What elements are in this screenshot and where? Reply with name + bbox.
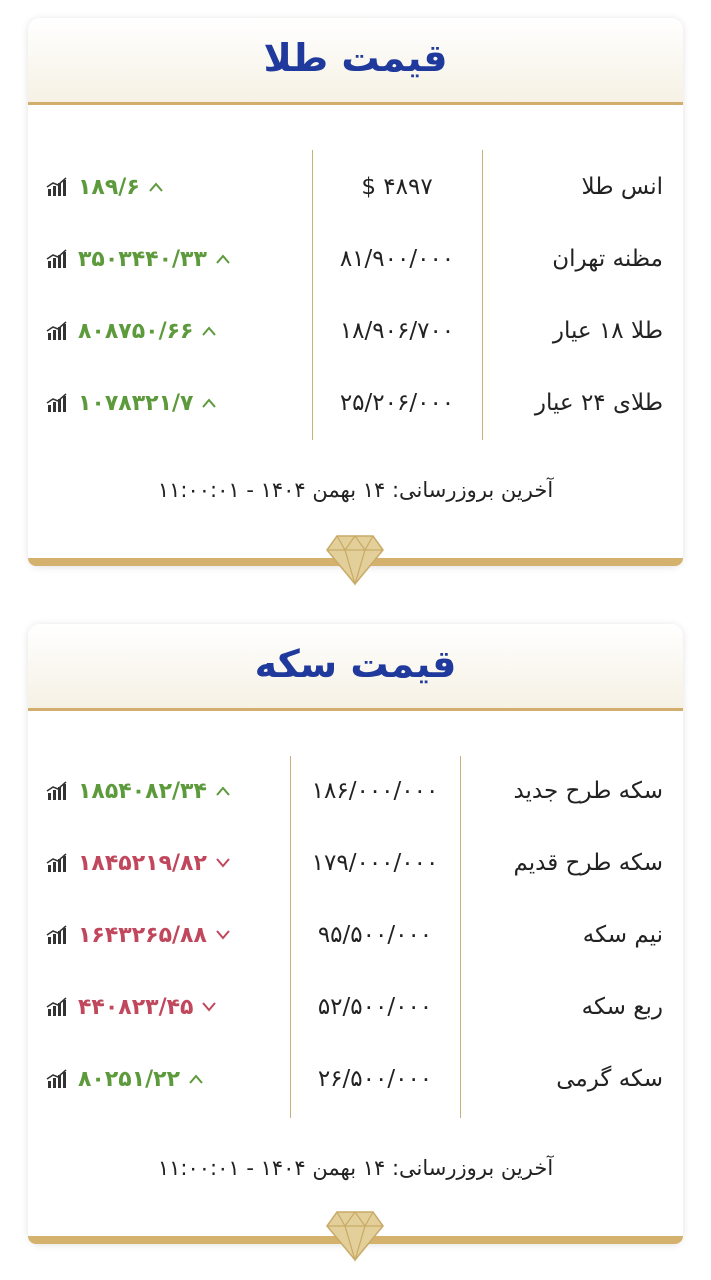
coin-card-title: قیمت سکه [254,642,457,686]
chevron-up-icon [215,785,231,797]
item-name: سکه طرح جدید [513,778,663,804]
chevron-up-icon [188,1073,204,1085]
coin-row-old-design[interactable] [28,838,683,888]
item-price: ۸۱/۹۰۰/۰۰۰ [339,246,455,272]
last-update-text: آخرین بروزرسانی: ۱۴ بهمن ۱۴۰۴ - ۱۱:۰۰:۰۱ [157,1156,554,1180]
coin-price-card [28,624,683,1244]
item-price: ۱۷۹/۰۰۰/۰۰۰ [311,850,439,876]
diamond-icon [325,1208,385,1262]
bar-chart-icon[interactable] [46,853,72,873]
item-change [46,766,231,816]
item-change [46,1054,204,1104]
item-change [46,234,231,284]
item-change [46,162,164,212]
item-price: ۵۲/۵۰۰/۰۰۰ [317,994,433,1020]
chevron-down-icon [215,857,231,869]
change-value: ۱۸۹/۶ [78,174,140,200]
chevron-down-icon [201,1001,217,1013]
item-price: ۱۸۶/۰۰۰/۰۰۰ [311,778,439,804]
change-value: ۱۸۴۵۲۱۹/۸۲ [78,850,207,876]
chevron-up-icon [201,325,217,337]
gold-card-header [28,18,683,105]
item-change [46,378,217,428]
coin-row-gram[interactable] [28,1054,683,1104]
item-change [46,838,231,888]
change-value: ۱۰۷۸۳۲۱/۷ [78,390,194,416]
change-value: ۸۰۸۷۵۰/۶۶ [78,318,194,344]
coin-row-half[interactable] [28,910,683,960]
item-price: ۹۵/۵۰۰/۰۰۰ [317,922,433,948]
chevron-down-icon [215,929,231,941]
change-value: ۱۸۵۴۰۸۲/۳۴ [78,778,207,804]
item-price: ۲۶/۵۰۰/۰۰۰ [317,1066,433,1092]
item-name: سکه گرمی [556,1066,663,1092]
bar-chart-icon[interactable] [46,393,72,413]
bar-chart-icon[interactable] [46,1069,72,1089]
bar-chart-icon[interactable] [46,321,72,341]
bar-chart-icon[interactable] [46,781,72,801]
item-price: ۱۸/۹۰۶/۷۰۰ [339,318,455,344]
item-price: ۲۵/۲۰۶/۰۰۰ [339,390,455,416]
item-name: سکه طرح قدیم [513,850,663,876]
change-value: ۱۶۴۳۲۶۵/۸۸ [78,922,207,948]
chevron-up-icon [148,181,164,193]
item-name: مظنه تهران [552,246,663,272]
chevron-up-icon [201,397,217,409]
bar-chart-icon[interactable] [46,997,72,1017]
coin-card-header [28,624,683,711]
item-change [46,910,231,960]
gold-price-card [28,18,683,566]
item-name: انس طلا [581,174,663,200]
gold-row-tehran[interactable] [28,234,683,284]
last-update-text: آخرین بروزرسانی: ۱۴ بهمن ۱۴۰۴ - ۱۱:۰۰:۰۱ [157,478,554,502]
gold-row-18k[interactable] [28,306,683,356]
chevron-up-icon [215,253,231,265]
change-value: ۴۴۰۸۲۳/۴۵ [78,994,194,1020]
item-name: طلای ۲۴ عیار [534,390,663,416]
change-value: ۸۰۲۵۱/۲۲ [78,1066,181,1092]
gold-row-ounce[interactable] [28,162,683,212]
bar-chart-icon[interactable] [46,177,72,197]
item-name: نیم سکه [582,922,663,948]
coin-row-new-design[interactable] [28,766,683,816]
gold-row-24k[interactable] [28,378,683,428]
item-name: ربع سکه [581,994,663,1020]
diamond-icon [325,532,385,586]
change-value: ۳۵۰۳۴۴۰/۳۳ [78,246,207,272]
bar-chart-icon[interactable] [46,249,72,269]
coin-row-quarter[interactable] [28,982,683,1032]
bar-chart-icon[interactable] [46,925,72,945]
item-price: $ ۴۸۹۷ [361,174,433,200]
item-name: طلا ۱۸ عیار [552,318,663,344]
item-change [46,306,217,356]
item-change [46,982,217,1032]
gold-card-title: قیمت طلا [263,36,448,80]
